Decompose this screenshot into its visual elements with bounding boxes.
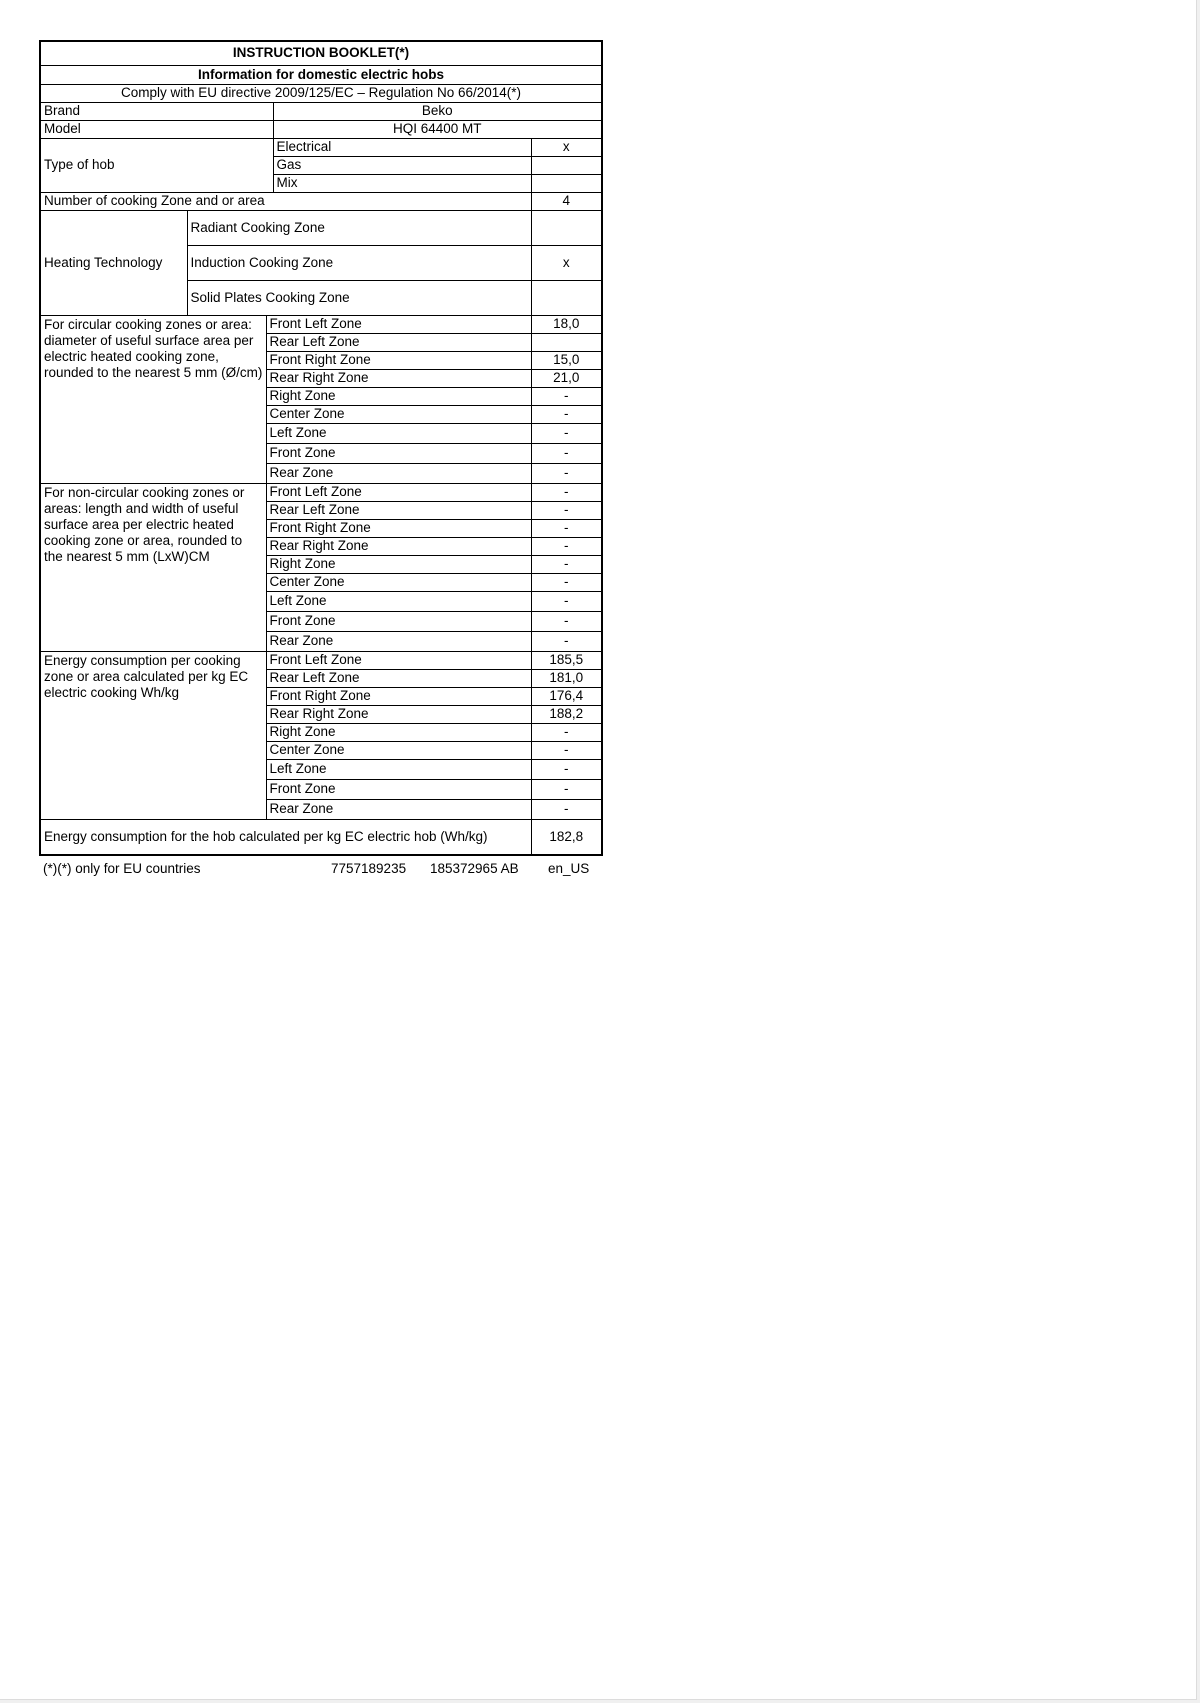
circular-zones-section: [40, 315, 602, 483]
zone-name: Front Left Zone: [266, 483, 531, 501]
heating-option-value: [531, 280, 602, 315]
zone-name: Rear Right Zone: [266, 537, 531, 555]
footer: [39, 861, 601, 881]
zone-name: Front Zone: [266, 443, 531, 463]
zone-value: -: [531, 779, 602, 799]
section-label: Energy consumption per cooking zone or area calculated per kg EC electric cooking Wh/kg: [40, 651, 266, 819]
zone-name: Rear Left Zone: [266, 669, 531, 687]
zones-count-label: Number of cooking Zone and or area: [40, 192, 531, 210]
document-subtitle: Information for domestic electric hobs: [40, 65, 602, 84]
footer-note: (*)(*) only for EU countries: [43, 861, 201, 876]
zone-name: Left Zone: [266, 591, 531, 611]
zone-name: Front Zone: [266, 779, 531, 799]
directive-text: Comply with EU directive 2009/125/EC – Regulation No 66/2014(*): [40, 84, 602, 102]
zone-value: 181,0: [531, 669, 602, 687]
zone-name: Right Zone: [266, 387, 531, 405]
hob-type-row: [40, 138, 602, 156]
zone-name: Rear Zone: [266, 799, 531, 819]
zone-name: Front Right Zone: [266, 351, 531, 369]
heating-option-label: Solid Plates Cooking Zone: [187, 280, 531, 315]
zone-value: -: [531, 631, 602, 651]
brand-label: Brand: [40, 102, 273, 120]
zone-name: Left Zone: [266, 423, 531, 443]
zone-value: -: [531, 423, 602, 443]
zone-name: Right Zone: [266, 723, 531, 741]
hob-type-option-value: [531, 156, 602, 174]
model-label: Model: [40, 120, 273, 138]
zone-name: Rear Right Zone: [266, 705, 531, 723]
hob-type-option-value: x: [531, 138, 602, 156]
directive-row: [40, 84, 602, 102]
zone-name: Front Left Zone: [266, 315, 531, 333]
zone-value: -: [531, 405, 602, 423]
zone-value: -: [531, 387, 602, 405]
zone-value: -: [531, 759, 602, 779]
brand-row: [40, 102, 602, 120]
zone-name: Rear Left Zone: [266, 501, 531, 519]
zone-name: Rear Right Zone: [266, 369, 531, 387]
zone-name: Center Zone: [266, 573, 531, 591]
zones-count-row: [40, 192, 602, 210]
zone-value: -: [531, 741, 602, 759]
hob-type-label: Type of hob: [40, 138, 273, 192]
zone-value: 176,4: [531, 687, 602, 705]
document-title: INSTRUCTION BOOKLET(*): [40, 41, 602, 65]
zone-value: -: [531, 501, 602, 519]
zone-name: Front Right Zone: [266, 519, 531, 537]
title-row: [40, 41, 602, 65]
document-wrapper: [39, 40, 601, 881]
zone-value: 18,0: [531, 315, 602, 333]
zone-value: -: [531, 611, 602, 631]
footer-code-1: 7757189235: [331, 861, 407, 876]
energy-hob-row: [40, 819, 602, 855]
hob-info-table: [39, 40, 603, 856]
zone-name: Front Zone: [266, 611, 531, 631]
energy-hob-value: 182,8: [531, 819, 602, 855]
zone-value: -: [531, 519, 602, 537]
footer-code-2: 185372965 AB: [430, 861, 519, 876]
heating-option-label: Induction Cooking Zone: [187, 245, 531, 280]
zone-value: -: [531, 799, 602, 819]
zone-value: -: [531, 483, 602, 501]
zone-value: -: [531, 723, 602, 741]
subtitle-row: [40, 65, 602, 84]
section-label: For circular cooking zones or area: diameter of useful surface area per electric heated cooking zone, rounded to the nearest 5 mm (Ø/cm): [40, 315, 266, 483]
zone-value: 185,5: [531, 651, 602, 669]
zone-name: Front Left Zone: [266, 651, 531, 669]
footer-locale: en_US: [548, 861, 590, 876]
energy-hob-label: Energy consumption for the hob calculated per kg EC electric hob (Wh/kg): [40, 819, 531, 855]
zone-row: [40, 483, 602, 501]
hob-type-option-label: Mix: [273, 174, 531, 192]
model-value: HQI 64400 MT: [273, 120, 602, 138]
noncircular-zones-section: [40, 483, 602, 651]
zone-row: [40, 315, 602, 333]
heating-label: Heating Technology: [40, 210, 187, 315]
hob-type-option-label: Gas: [273, 156, 531, 174]
zone-name: Rear Zone: [266, 631, 531, 651]
zone-value: 188,2: [531, 705, 602, 723]
zone-value: -: [531, 573, 602, 591]
zone-name: Rear Left Zone: [266, 333, 531, 351]
zone-value: -: [531, 555, 602, 573]
zone-value: [531, 333, 602, 351]
zone-row: [40, 651, 602, 669]
zone-value: -: [531, 463, 602, 483]
hob-type-option-label: Electrical: [273, 138, 531, 156]
zone-name: Right Zone: [266, 555, 531, 573]
zone-name: Front Right Zone: [266, 687, 531, 705]
zone-name: Rear Zone: [266, 463, 531, 483]
heating-row: [40, 210, 602, 245]
section-label: For non-circular cooking zones or areas: length and width of useful surface area per electric heated cooking zone or area, rounded to the nearest 5 mm (LxW)CM: [40, 483, 266, 651]
zone-value: 15,0: [531, 351, 602, 369]
zone-value: -: [531, 591, 602, 611]
hob-type-option-value: [531, 174, 602, 192]
zone-name: Left Zone: [266, 759, 531, 779]
heating-option-value: [531, 210, 602, 245]
heating-option-label: Radiant Cooking Zone: [187, 210, 531, 245]
zone-name: Center Zone: [266, 741, 531, 759]
zone-name: Center Zone: [266, 405, 531, 423]
zone-value: 21,0: [531, 369, 602, 387]
heating-option-value: x: [531, 245, 602, 280]
brand-value: Beko: [273, 102, 602, 120]
model-row: [40, 120, 602, 138]
zone-value: -: [531, 537, 602, 555]
energy-per-zone-section: [40, 651, 602, 819]
zone-value: -: [531, 443, 602, 463]
zones-count-value: 4: [531, 192, 602, 210]
